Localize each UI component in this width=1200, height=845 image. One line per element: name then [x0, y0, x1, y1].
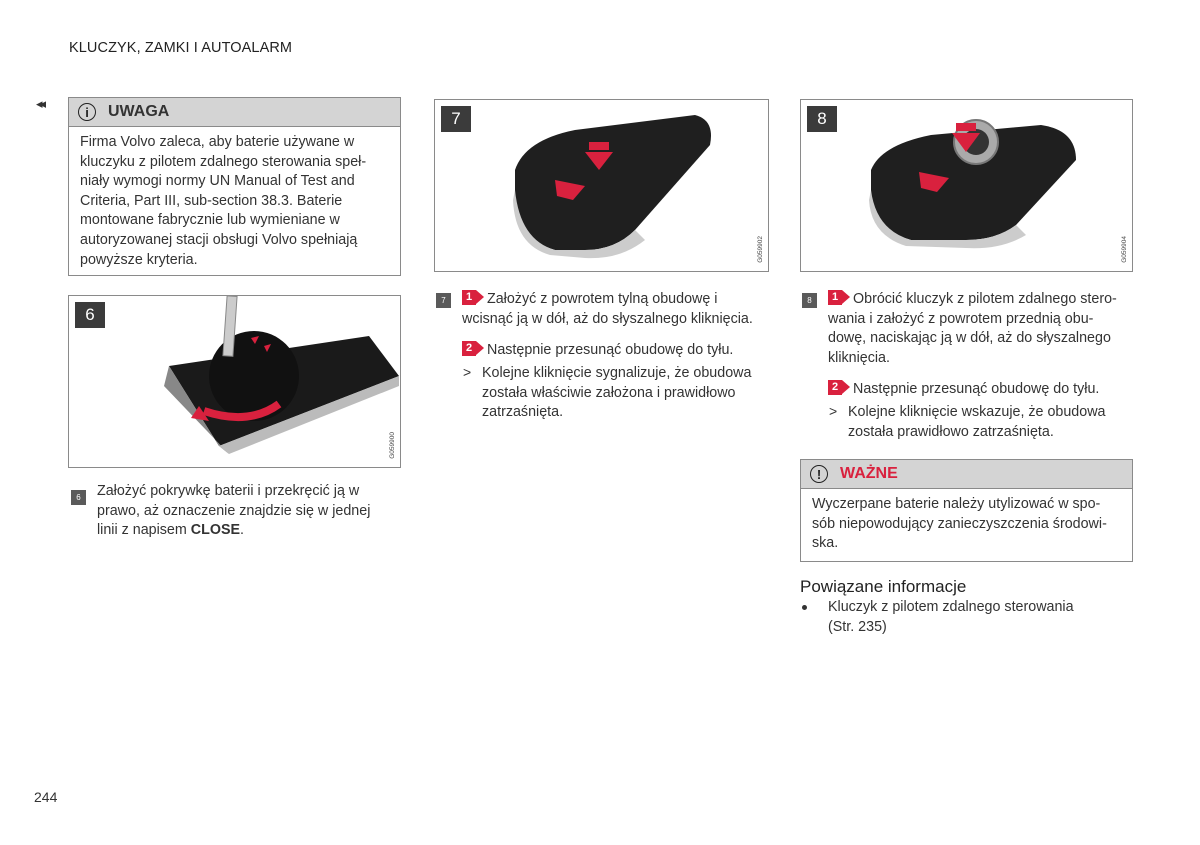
step-8-line: dowę, naciskając ją w dół, aż do słyszalnego — [828, 330, 1111, 347]
close-label: CLOSE — [190, 522, 241, 539]
marker-2-icon: 2 — [462, 341, 484, 356]
section-header: KLUCZYK, ZAMKI I AUTOALARM — [69, 40, 293, 56]
important-box — [800, 459, 1133, 562]
step-8-sub — [828, 380, 1133, 400]
step-8-badge: 8 — [802, 293, 817, 308]
step-6-text — [97, 482, 397, 541]
figure-8 — [800, 99, 1133, 272]
note-text — [69, 127, 400, 278]
marker-1-icon: 1 — [828, 290, 850, 305]
key-battery-cover-illustration — [69, 296, 400, 467]
step-6-end: . — [240, 522, 245, 539]
figure-number: 7 — [441, 106, 471, 132]
exclamation-circle-icon: ! — [810, 465, 828, 483]
step-7-line: Założyć z powrotem tylną obudowę i — [487, 291, 718, 307]
important-header — [801, 460, 1132, 489]
step-7-line: zatrzaśnięta. — [482, 404, 564, 421]
step-8-line: Następnie przesunąć obudowę do tyłu. — [853, 381, 1100, 397]
result-caret: > — [463, 364, 472, 380]
related-link-page[interactable]: (Str. 235) — [828, 618, 887, 635]
related-link[interactable] — [828, 598, 1128, 637]
step-6-line: Założyć pokrywkę baterii i przekręcić ją w — [97, 483, 360, 499]
figure-6 — [68, 295, 401, 468]
note-line: Firma Volvo zaleca, aby baterie używane w — [80, 134, 355, 150]
important-text — [801, 489, 1132, 562]
step-7-sub — [462, 341, 767, 361]
marker-1-icon: 1 — [462, 290, 484, 305]
step-7-result — [482, 364, 767, 423]
figure-code: G059902 — [757, 236, 764, 263]
key-back-cover-illustration — [435, 100, 768, 271]
page-number: 244 — [34, 789, 58, 805]
note-line: kluczyku z pilotem zdalnego sterowania speł- — [80, 153, 367, 170]
important-line: ska. — [812, 535, 839, 552]
note-header — [69, 98, 400, 127]
result-caret: > — [829, 403, 838, 419]
figure-code: G059904 — [1121, 236, 1128, 263]
note-line: powyższe kryteria. — [80, 251, 198, 268]
note-line: montowane fabrycznie lub wymieniane w — [80, 212, 340, 229]
figure-code: G059900 — [389, 432, 396, 459]
figure-number: 6 — [75, 302, 105, 328]
marker-2-icon: 2 — [828, 380, 850, 395]
step-7-line: Następnie przesunąć obudowę do tyłu. — [487, 342, 734, 358]
step-7-line: została właściwie założona i prawidłowo — [482, 384, 736, 401]
figure-7 — [434, 99, 769, 272]
step-6-line: linii z napisem — [97, 522, 191, 539]
step-7-line: wcisnąć ją w dół, aż do słyszalnego kliknięcia. — [462, 310, 753, 327]
figure-number: 8 — [807, 106, 837, 132]
important-line: Wyczerpane baterie należy utylizować w spo- — [812, 496, 1101, 512]
important-line: sób niepowodujący zanieczyszczenia środowi- — [812, 515, 1107, 532]
step-8-line: Kolejne kliknięcie wskazuje, że obudowa — [848, 404, 1106, 420]
note-line: Criteria, Part III, sub-section 38.3. Baterie — [80, 192, 343, 209]
note-line: autoryzowanej stacji obsługi Volvo spełniają — [80, 231, 358, 248]
bullet-icon — [802, 605, 807, 610]
step-6-badge: 6 — [71, 490, 86, 505]
step-8-line: Obrócić kluczyk z pilotem zdalnego stero- — [853, 291, 1117, 307]
step-8-line: została prawidłowo zatrzaśnięta. — [848, 423, 1054, 440]
related-link-line[interactable]: Kluczyk z pilotem zdalnego sterowania — [828, 599, 1074, 615]
note-box — [68, 97, 401, 276]
step-8-text — [828, 290, 1138, 368]
key-front-cover-illustration — [801, 100, 1132, 271]
related-title: Powiązane informacje — [800, 577, 967, 596]
step-8-result — [848, 403, 1133, 442]
back-arrows-icon[interactable]: ◂◂ — [36, 96, 44, 111]
note-line: niały wymogi normy UN Manual of Test and — [80, 173, 355, 190]
info-circle-icon: i — [78, 103, 96, 121]
note-title: UWAGA — [108, 103, 170, 120]
step-7-badge: 7 — [436, 293, 451, 308]
step-8-line: wania i założyć z powrotem przednią obu- — [828, 310, 1094, 327]
step-6-line: prawo, aż oznaczenie znajdzie się w jednej — [97, 502, 371, 519]
important-title: WAŻNE — [840, 465, 898, 482]
step-7-line: Kolejne kliknięcie sygnalizuje, że obudowa — [482, 365, 752, 381]
step-7-text — [462, 290, 767, 329]
step-8-line: kliknięcia. — [828, 349, 890, 366]
